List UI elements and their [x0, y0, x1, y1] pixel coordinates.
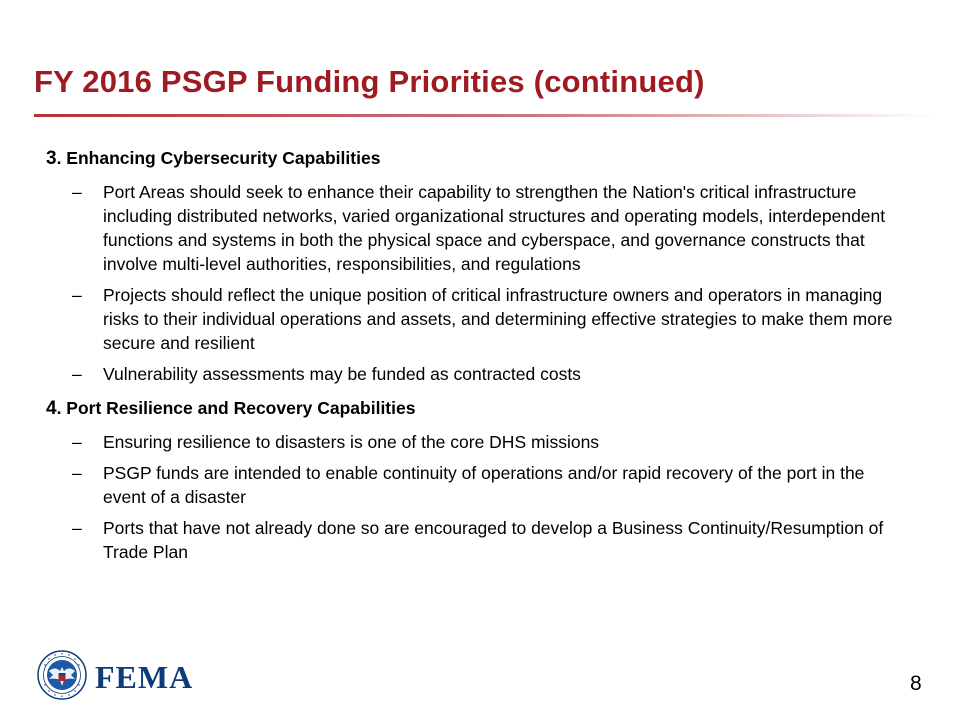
title-divider: [34, 114, 934, 117]
bullet-text: Ports that have not already done so are encouraged to develop a Business Continuity/Resumption of Trade Plan: [103, 518, 884, 562]
bullet-text: PSGP funds are intended to enable continuity of operations and/or rapid recovery of the port in the event of a disaster: [103, 463, 865, 507]
bullet-dash: –: [72, 432, 82, 452]
bullet-dash: –: [72, 463, 82, 483]
list-item: [46, 180, 906, 276]
bullet-dash: –: [72, 285, 82, 305]
list-item: [46, 362, 906, 386]
bullet-text: Ensuring resilience to disasters is one of the core DHS missions: [103, 432, 600, 452]
list-item: [46, 461, 906, 509]
dhs-seal-icon: [37, 650, 87, 700]
bullet-dash: –: [72, 364, 82, 384]
list-item: [46, 283, 906, 355]
page-number: 8: [910, 672, 922, 695]
slide-content: [46, 146, 906, 571]
fema-wordmark: FEMA: [95, 659, 194, 695]
section-heading-cybersecurity: [46, 146, 906, 171]
bullet-dash: –: [72, 182, 82, 202]
section-number: 4: [46, 398, 57, 419]
bullet-text: Vulnerability assessments may be funded as contracted costs: [103, 364, 581, 384]
section-heading-resilience: [46, 396, 906, 421]
bullet-text: Projects should reflect the unique position of critical infrastructure owners and operators in managing risks to their individual operations and assets, and determining effective strategies to make them more secure and resilient: [103, 285, 893, 353]
section-heading-text: . Port Resilience and Recovery Capabilities: [56, 398, 416, 418]
fema-logo: [37, 650, 207, 700]
list-item: [46, 430, 906, 454]
section-heading-text: . Enhancing Cybersecurity Capabilities: [56, 148, 381, 168]
section-number: 3: [46, 148, 57, 169]
slide-title: FY 2016 PSGP Funding Priorities (continued): [34, 64, 705, 99]
list-item: [46, 516, 906, 564]
bullet-text: Port Areas should seek to enhance their capability to strengthen the Nation's critical infrastructure including distributed networks, varied organizational structures and operating models, interdependent functions and systems in both the physical space and cyberspace, and governance constructs that involve multi-level authorities, responsibilities, and regulations: [103, 182, 886, 274]
bullet-dash: –: [72, 518, 82, 538]
